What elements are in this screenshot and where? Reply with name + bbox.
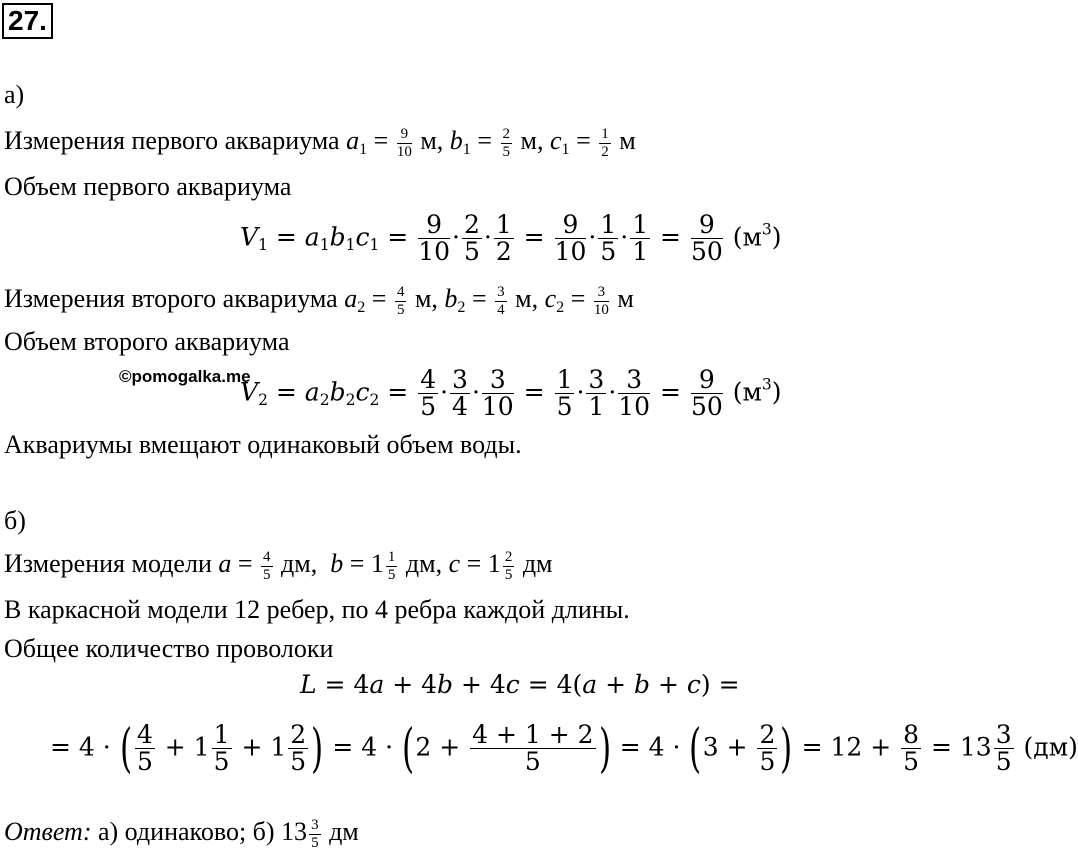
answer-fraction-num: 3	[311, 817, 319, 834]
aquarium1-dimensions-text: Измерения первого аквариума	[4, 126, 340, 155]
answer-fraction	[309, 817, 321, 851]
aquarium1-dimensions	[4, 126, 636, 160]
aquarium2-dimensions	[4, 284, 634, 318]
wire-length-formula-line2: = 4 · ( $\frac{4}{5}$ + 1 $\frac{1}{5}$ + 1 $\frac{2}{5}$ ) = 4 · (2 + $\frac{4 + 1 + 2}{5}$ ) = 4 · (3 + $\frac{2}{5}$ ) = 12 + $\frac{8}{5}$ = 13 $\frac{3}{5}$ (дм)	[50, 718, 1078, 779]
aquarium2-volume-formula: $V_2 = a_2b_2c_2$ = $\frac{4}{5}$ · $\frac{3}{4}$ · $\frac{3}{10}$ = $\frac{1}{5}$ · $\frac{3}{1}$ · $\frac{3}{10}$ = $\frac{9}{50}$ $(м^3)$	[240, 365, 782, 422]
aquarium2-volume-text: Объем второго аквариума	[4, 327, 290, 356]
model-dimensions	[4, 549, 553, 583]
wire-text: Общее количество проволоки	[4, 634, 334, 663]
model-dimensions-text: Измерения модели	[4, 549, 212, 578]
answer-unit: дм	[329, 817, 359, 846]
problem-number: 27.	[2, 3, 53, 39]
wire-length-formula-line1: L = 4a + 4b + 4c = 4(a + b + c) =	[300, 670, 740, 699]
answer-fraction-den: 5	[311, 834, 319, 851]
part-a-label: а)	[4, 80, 25, 109]
part-a-conclusion: Аквариумы вмещают одинаковый объем воды.	[4, 430, 522, 459]
answer-label: Ответ:	[4, 817, 92, 846]
answer-line	[4, 817, 359, 851]
aquarium1-volume-formula: $V_1 = a_1b_1c_1$ = $\frac{9}{10}$ · $\frac{2}{5}$ · $\frac{1}{2}$ = $\frac{9}{10}$ · $\frac{1}{5}$ · $\frac{1}{1}$ = $\frac{9}{50}$ $(м^3)$	[240, 210, 782, 267]
watermark: ©pomogalka.me	[119, 367, 251, 386]
aquarium1-volume-text: Объем первого аквариума	[4, 172, 292, 201]
part-b-label: б)	[4, 506, 26, 535]
aquarium2-dimensions-formula: $a_2$ = $\frac{4}{5}$ м, $b_2$ = $\frac{3}{4}$ м, $c_2$ = $\frac{3}{10}$ м	[344, 284, 634, 318]
answer-text: а) одинаково; б) 13	[97, 817, 308, 846]
aquarium2-dimensions-text: Измерения второго аквариума	[4, 284, 338, 313]
edges-text: В каркасной модели 12 ребер, по 4 ребра каждой длины.	[4, 595, 630, 624]
aquarium1-dimensions-formula: $a_1$ = $\frac{9}{10}$ м, $b_1$ = $\frac{2}{5}$ м, $c_1$ = $\frac{1}{2}$ м	[346, 126, 636, 160]
model-dimensions-formula: a = $\frac{4}{5}$ дм, b = 1 $\frac{1}{5}$ дм, c = 1 $\frac{2}{5}$ дм	[218, 549, 553, 583]
